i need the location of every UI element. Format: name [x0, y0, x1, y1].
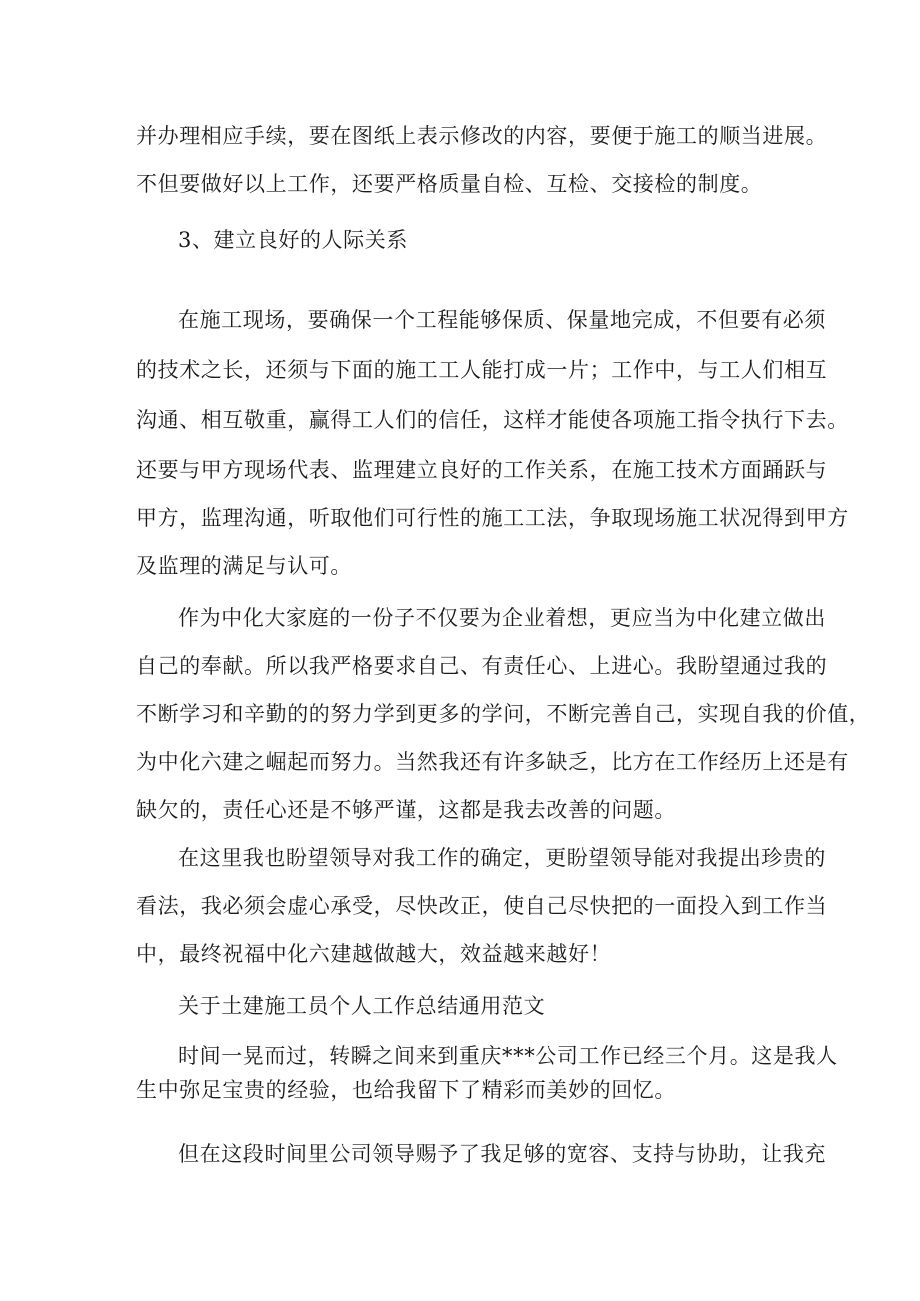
text-line: 及监理的满足与认可。 — [136, 554, 352, 578]
text-line: 并办理相应手续，要在图纸上表示修改的内容，要便于施工的顺当进展。 — [136, 124, 828, 148]
text-line: 甲方，监理沟通，听取他们可行性的施工工法，争取现场施工状况得到甲方 — [136, 506, 849, 530]
paragraph-first-line: 但在这段时间里公司领导赐予了我足够的宽容、支持与协助，让我充 — [178, 1142, 826, 1166]
text-line: 沟通、相互敬重，赢得工人们的信任，这样才能使各项施工指令执行下去。 — [136, 408, 849, 432]
article-title: 关于土建施工员个人工作总结通用范文 — [178, 994, 546, 1018]
text-line: 的技术之长，还须与下面的施工工人能打成一片；工作中，与工人们相互 — [136, 358, 828, 382]
text-line: 自己的奉献。所以我严格要求自己、有责任心、上进心。我盼望通过我的 — [136, 654, 828, 678]
text-line: 不断学习和辛勤的的努力学到更多的学问，不断完善自己，实现自我的价值， — [136, 702, 871, 726]
text-line: 为中化六建之崛起而努力。当然我还有许多缺乏，比方在工作经历上还是有 — [136, 750, 849, 774]
text-line: 生中弥足宝贵的经验，也给我留下了精彩而美妙的回忆。 — [136, 1078, 676, 1102]
text-line: 看法，我必须会虚心承受，尽快改正，使自己尽快把的一面投入到工作当 — [136, 894, 828, 918]
text-line: 缺欠的，责任心还是不够严谨，这都是我去改善的问题。 — [136, 798, 676, 822]
paragraph-first-line: 在施工现场，要确保一个工程能够保质、保量地完成，不但要有必须 — [178, 308, 826, 332]
paragraph-first-line: 作为中化大家庭的一份子不仅要为企业着想，更应当为中化建立做出 — [178, 606, 826, 630]
text-line: 中，最终祝福中化六建越做越大，效益越来越好！ — [136, 942, 612, 966]
paragraph-first-line: 时间一晃而过，转瞬之间来到重庆***公司工作已经三个月。这是我人 — [178, 1044, 838, 1068]
paragraph-first-line: 在这里我也盼望领导对我工作的确定，更盼望领导能对我提出珍贵的 — [178, 846, 826, 870]
text-line: 不但要做好以上工作，还要严格质量自检、互检、交接检的制度。 — [136, 172, 763, 196]
text-line: 还要与甲方现场代表、监理建立良好的工作关系，在施工技术方面踊跃与 — [136, 458, 828, 482]
section-heading: 3、建立良好的人际关系 — [178, 228, 408, 252]
